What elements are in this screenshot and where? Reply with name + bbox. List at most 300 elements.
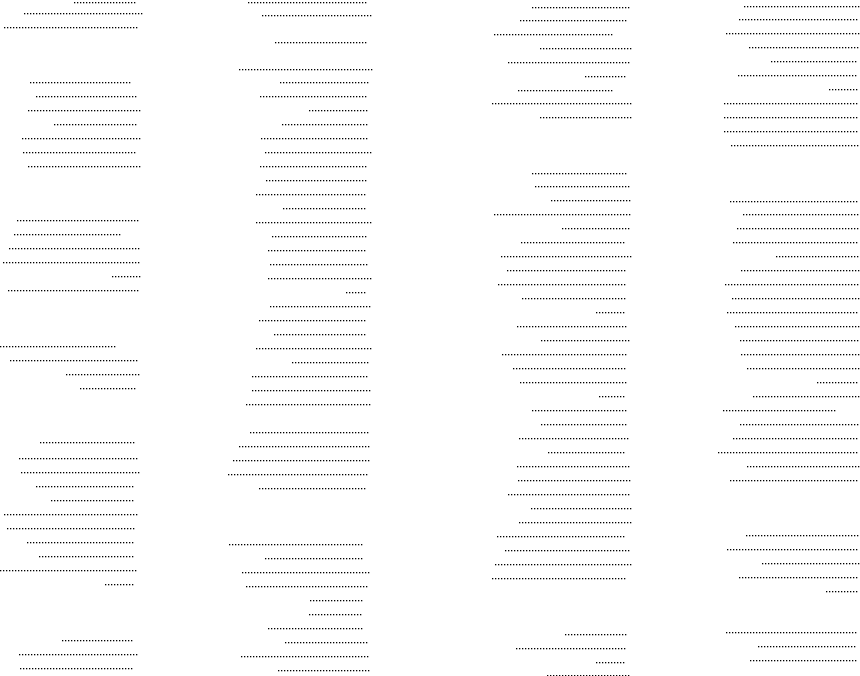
dot [342,474,343,475]
dot [307,628,308,629]
dot [265,348,266,349]
dot [602,34,603,35]
dot [808,242,809,243]
dot [790,131,791,132]
dot [247,656,248,657]
dot [730,131,731,132]
dot [40,138,41,139]
dot [89,2,90,3]
dot [361,278,362,279]
dot [370,348,371,349]
dot [769,19,770,20]
dot [42,262,43,263]
dot [607,466,608,467]
dot [325,334,326,335]
dot [797,228,798,229]
dot [592,634,593,635]
dot [276,306,277,307]
dot [793,242,794,243]
dot [846,33,847,34]
dot [766,103,767,104]
dot [549,508,550,509]
dot [816,270,817,271]
dot [325,15,326,16]
dot [805,19,806,20]
dot [574,326,575,327]
dot [349,82,350,83]
dot [49,166,50,167]
dot [782,284,783,285]
dot [856,242,857,243]
dot [625,7,626,8]
dot [515,214,516,215]
dot [534,284,535,285]
dot [514,62,515,63]
dot [339,110,340,111]
dot [99,13,100,14]
dot [783,270,784,271]
dot [120,500,121,501]
dot [618,438,619,439]
dot [298,152,299,153]
dot [21,472,22,473]
dot [590,480,591,481]
dot [776,214,777,215]
dot [832,117,833,118]
dot [589,382,590,383]
dot [274,152,275,153]
dot [845,256,846,257]
dot [84,13,85,14]
dot [270,404,271,405]
dot [115,514,116,515]
dot [277,152,278,153]
dot [53,290,54,291]
dot [271,628,272,629]
dot [13,360,14,361]
dot [317,180,318,181]
dot [345,264,346,265]
dotted-line [541,424,626,425]
dot [129,570,130,571]
dot [325,348,326,349]
dot [833,228,834,229]
dot [61,27,62,28]
dot [534,103,535,104]
dot [597,284,598,285]
dot [586,410,587,411]
dot [54,570,55,571]
dot [298,278,299,279]
dot [561,522,562,523]
dot [538,7,539,8]
dot [833,47,834,48]
dot [536,242,537,243]
dot [110,640,111,641]
dot [781,242,782,243]
dot [129,500,130,501]
dot [850,103,851,104]
dot [795,75,796,76]
dot [27,570,28,571]
dot [562,424,563,425]
dot [46,442,47,443]
dot [558,256,559,257]
dot [98,234,99,235]
dot [333,124,334,125]
dot [248,460,249,461]
dot [346,208,347,209]
dot [607,62,608,63]
dot [260,69,261,70]
dot [346,222,347,223]
dot [349,628,350,629]
dot [117,584,118,585]
dot [562,354,563,355]
dot [127,458,128,459]
dot [240,474,241,475]
dot [766,117,767,118]
dot [616,410,617,411]
dot [292,320,293,321]
dot [112,458,113,459]
dot [130,514,131,515]
dot [622,466,623,467]
dot [320,670,321,671]
dot [586,7,587,8]
dot [803,256,804,257]
dot [741,33,742,34]
dot [123,500,124,501]
dot [841,117,842,118]
dot [520,62,521,63]
dot [812,47,813,48]
dot [27,262,28,263]
dot [87,500,88,501]
dot [561,368,562,369]
dot [582,438,583,439]
dot [520,382,521,383]
dot [91,442,92,443]
dot [532,62,533,63]
dot [37,360,38,361]
dot [102,500,103,501]
dot [758,214,759,215]
dot [325,250,326,251]
dot [363,390,364,391]
dot [541,382,542,383]
dot [360,642,361,643]
dot [730,117,731,118]
dot [577,410,578,411]
dot [819,6,820,7]
dot [340,320,341,321]
dot [123,570,124,571]
dot [85,514,86,515]
dot [318,390,319,391]
dot [560,452,561,453]
dot [532,550,533,551]
dot [523,354,524,355]
dot [565,550,566,551]
dot [581,34,582,35]
dot [319,558,320,559]
dot [307,558,308,559]
dot [109,27,110,28]
dot [550,7,551,8]
dot [540,648,541,649]
dot [826,131,827,132]
dot [100,110,101,111]
dot [500,536,501,537]
dot [286,348,287,349]
dot [340,362,341,363]
dot [608,452,609,453]
dot [309,110,310,111]
dot [325,558,326,559]
dot [343,82,344,83]
dot [355,208,356,209]
dot [365,460,366,461]
dot [535,466,536,467]
dot [301,194,302,195]
dot [813,6,814,7]
dot [552,270,553,271]
dot [555,117,556,118]
dot [298,15,299,16]
dot [124,138,125,139]
dot [612,284,613,285]
dot [549,648,550,649]
dot [516,368,517,369]
dot [529,20,530,21]
dot [578,480,579,481]
dot [306,264,307,265]
dot [305,180,306,181]
dot [613,20,614,21]
dot [624,256,625,257]
dot [777,6,778,7]
dot [531,508,532,509]
dot [555,48,556,49]
dot [813,75,814,76]
dot [599,200,600,201]
dot [598,326,599,327]
dot [513,578,514,579]
dot [96,346,97,347]
dot [620,312,621,313]
dot [49,360,50,361]
dot [125,2,126,3]
dot [526,494,527,495]
dot [262,544,263,545]
dot [111,346,112,347]
dot [553,466,554,467]
dot [33,82,34,83]
dot [526,382,527,383]
dot [558,564,559,565]
dot [604,466,605,467]
dot [596,480,597,481]
dot [295,152,296,153]
dot [573,648,574,649]
dot [343,278,344,279]
dot [66,570,67,571]
dot [340,334,341,335]
dot [47,234,48,235]
dot [347,572,348,573]
dot [250,432,251,433]
dot [613,186,614,187]
dot [777,61,778,62]
dot [57,262,58,263]
dot [581,536,582,537]
dot [133,458,134,459]
dot [543,564,544,565]
dot [28,528,29,529]
dot [590,34,591,35]
dot [351,376,352,377]
dot [63,124,64,125]
dot [832,89,833,90]
dot [87,556,88,557]
dot [278,446,279,447]
dot [617,452,618,453]
dot [530,34,531,35]
dot [306,404,307,405]
dot [101,152,102,153]
dot [598,62,599,63]
dot [295,15,296,16]
dot [34,654,35,655]
dot [851,47,852,48]
dot [858,33,859,34]
dot [589,550,590,551]
dot [299,180,300,181]
dot [329,2,330,3]
dot [286,250,287,251]
dot [627,256,628,257]
dot [329,96,330,97]
dot [567,522,568,523]
dot [856,117,857,118]
dot [830,145,831,146]
dot [105,570,106,571]
dot [340,558,341,559]
dot [595,7,596,8]
dot [573,117,574,118]
dot [571,340,572,341]
dot [300,138,301,139]
dot [543,368,544,369]
dot [546,117,547,118]
dot [131,220,132,221]
dot [34,514,35,515]
dot [84,500,85,501]
dot [96,542,97,543]
dot [89,388,90,389]
dot [126,374,127,375]
dot [587,200,588,201]
dot [576,648,577,649]
dot [293,2,294,3]
dot [578,452,579,453]
dot [366,642,367,643]
dot [343,628,344,629]
dot [587,34,588,35]
dot [292,432,293,433]
dot [596,242,597,243]
dot [327,390,328,391]
dot [292,656,293,657]
dot [323,96,324,97]
dot [352,292,353,293]
dot [361,628,362,629]
dot [293,96,294,97]
dot [558,648,559,649]
dot [86,388,87,389]
dot [345,642,346,643]
dot [62,220,63,221]
dot [541,173,542,174]
dot [358,628,359,629]
dot [854,284,855,285]
dot [334,488,335,489]
dot [610,634,611,635]
dot [327,306,328,307]
dot [628,62,629,63]
dot [362,572,363,573]
dot [596,214,597,215]
dot [764,145,765,146]
dot [242,572,243,573]
dot [265,222,266,223]
dot [327,474,328,475]
dot [602,242,603,243]
dot [58,166,59,167]
dot [776,256,777,257]
dot [576,48,577,49]
dot [296,460,297,461]
dot [556,466,557,467]
dot [286,320,287,321]
dot [619,186,620,187]
dot [341,180,342,181]
dot [132,570,133,571]
dot [574,354,575,355]
dot [93,82,94,83]
dot [760,242,761,243]
dot [840,6,841,7]
dot [838,117,839,118]
dot [283,250,284,251]
dot [800,284,801,285]
dot [522,564,523,565]
dot [334,82,335,83]
dot [308,166,309,167]
dot [844,89,845,90]
dotted-line [731,145,858,146]
dot [301,656,302,657]
dot [776,228,777,229]
dot [26,668,27,669]
dot [303,474,304,475]
dot [97,442,98,443]
dot [610,424,611,425]
dot [562,228,563,229]
dot [277,558,278,559]
dot [748,19,749,20]
